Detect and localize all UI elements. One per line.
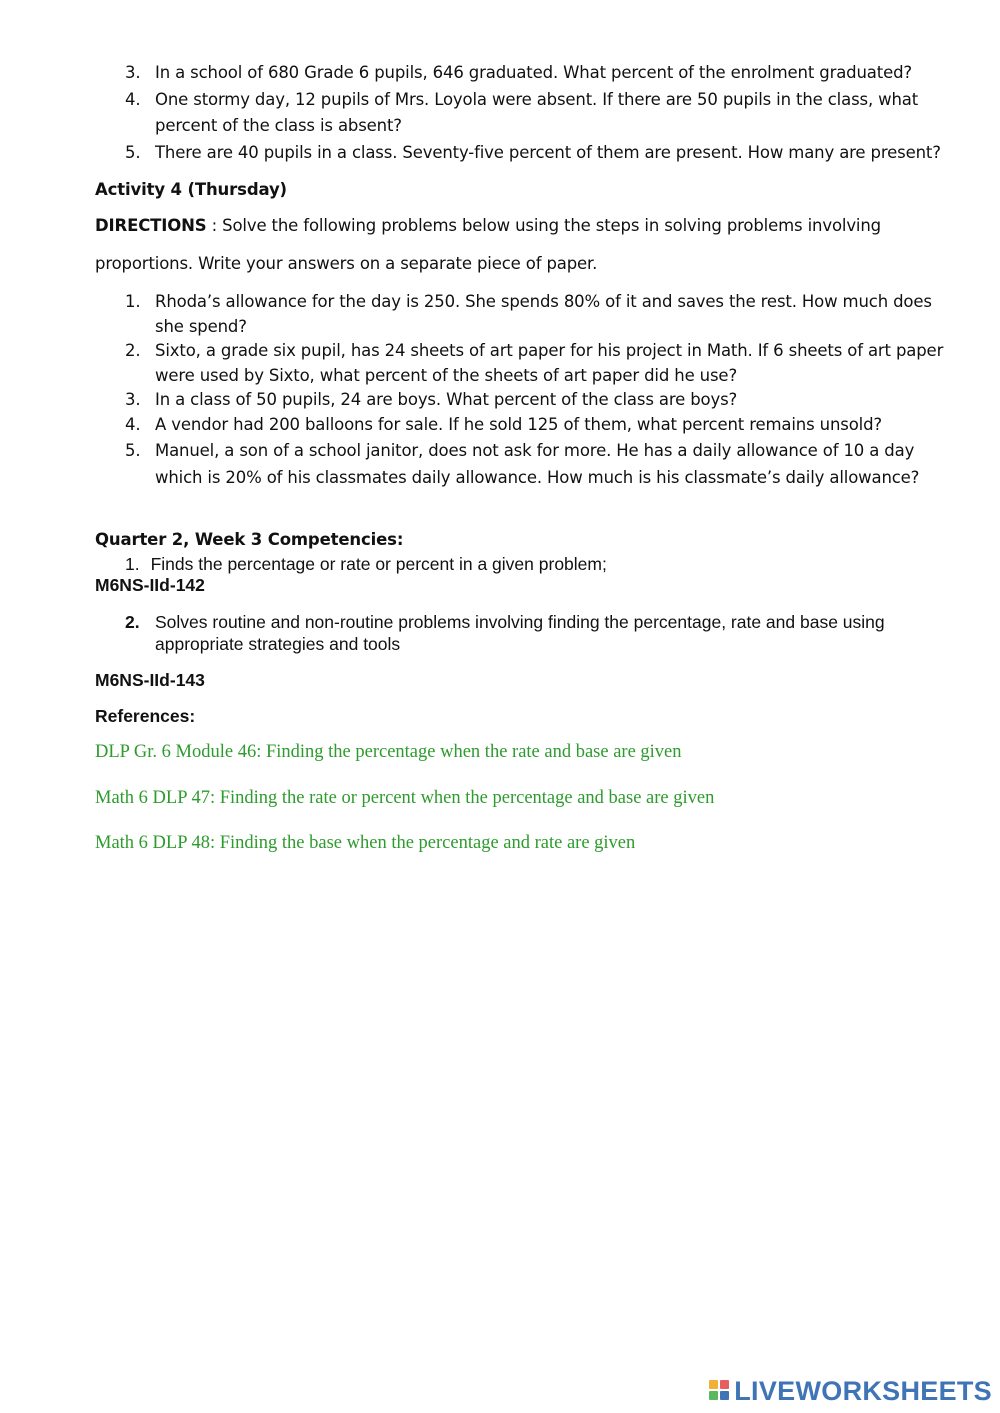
reference-link[interactable]: Math 6 DLP 47: Finding the rate or percent when the percentage and base are given xyxy=(95,788,715,808)
directions: DIRECTIONS : Solve the following problems below using the steps in solving problems involving xyxy=(95,216,881,235)
list-item: 4. One stormy day, 12 pupils of Mrs. Loyola were absent. If there are 50 pupils in the class, what percent of the class is absent? xyxy=(125,89,919,135)
competency-code-2: M6NS-IId-143 xyxy=(95,670,205,690)
activity-title: Activity 4 (Thursday) xyxy=(95,180,287,199)
directions-label: DIRECTIONS xyxy=(95,216,207,235)
list-item: 2. Sixto, a grade six pupil, has 24 sheets of art paper for his project in Math. If 6 sheets of art paper were used by Sixto, what percent of the sheets of art paper did he use? xyxy=(125,341,944,385)
list-item: 5. There are 40 pupils in a class. Seventy-five percent of them are present. How many are present? xyxy=(125,142,941,162)
competencies-title: Quarter 2, Week 3 Competencies: xyxy=(95,530,404,549)
activity-problem-list xyxy=(95,290,960,491)
list-item: 4. A vendor had 200 balloons for sale. If he sold 125 of them, what percent remains unsold? xyxy=(125,414,883,434)
liveworksheets-watermark xyxy=(709,1375,992,1407)
list-item: 1. Rhoda’s allowance for the day is 250. She spends 80% of it and saves the rest. How much does she spend? xyxy=(125,292,932,336)
list-item: 5. Manuel, a son of a school janitor, does not ask for more. He has a daily allowance of 10 a day which is 20% of his classmates daily allowance. How much is his classmate’s daily allowance? xyxy=(125,441,920,487)
liveworksheets-logo-icon xyxy=(709,1380,731,1402)
top-problem-list xyxy=(95,60,960,166)
reference-link[interactable]: DLP Gr. 6 Module 46: Finding the percentage when the rate and base are given xyxy=(95,742,682,762)
competency-code-1: M6NS-IId-142 xyxy=(95,575,205,595)
competency-1: 1. Finds the percentage or rate or percent in a given problem; xyxy=(125,554,607,574)
watermark-text: LIVEWORKSHEETS xyxy=(734,1375,992,1406)
list-item: 3. In a class of 50 pupils, 24 are boys. What percent of the class are boys? xyxy=(125,390,738,409)
reference-link[interactable]: Math 6 DLP 48: Finding the base when the percentage and rate are given xyxy=(95,833,636,853)
list-item: 3. In a school of 680 Grade 6 pupils, 646 graduated. What percent of the enrolment graduated? xyxy=(125,63,913,82)
directions-line-2: proportions. Write your answers on a separate piece of paper. xyxy=(95,254,598,273)
references-title: References: xyxy=(95,706,196,726)
competency-2: 2. Solves routine and non-routine problems involving finding the percentage, rate and base using appropriate strategies and tools xyxy=(125,612,885,654)
